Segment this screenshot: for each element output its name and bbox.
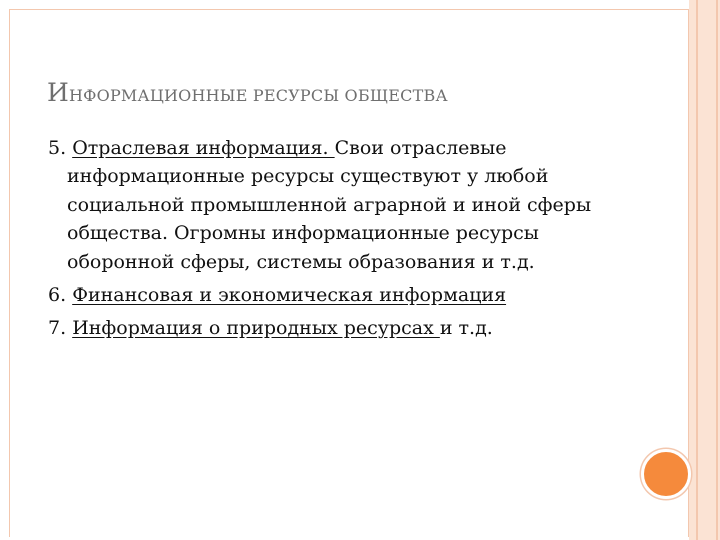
item-text: и т.д.	[439, 317, 493, 340]
slide-content	[48, 134, 648, 343]
list-item-5	[48, 134, 648, 276]
list-item-7	[48, 314, 648, 342]
title-rest: НФОРМАЦИОННЫЕ РЕСУРСЫ ОБЩЕСТВА	[69, 86, 448, 105]
item-text: Свои отраслевые информационные ресурсы существуют у любой социальной промышленной аграрной и иной сферы общества. Огромны информационные ресурсы оборонной сферы, системы образования и т.д.	[67, 137, 592, 273]
item-link[interactable]: Отраслевая информация.	[72, 137, 335, 159]
orange-circle-decor	[641, 449, 691, 499]
item-link[interactable]: Информация о природных ресурсах	[72, 317, 440, 340]
side-decor-line-outer	[716, 0, 718, 540]
item-number: 7.	[48, 317, 67, 340]
title-first-letter: И	[47, 78, 70, 107]
list-item-6	[48, 281, 648, 309]
item-number: 5.	[48, 137, 67, 159]
side-decor-line	[696, 0, 698, 540]
item-number: 6.	[48, 284, 67, 307]
slide-title	[47, 78, 448, 107]
item-link[interactable]: Финансовая и экономическая информация	[72, 284, 507, 307]
